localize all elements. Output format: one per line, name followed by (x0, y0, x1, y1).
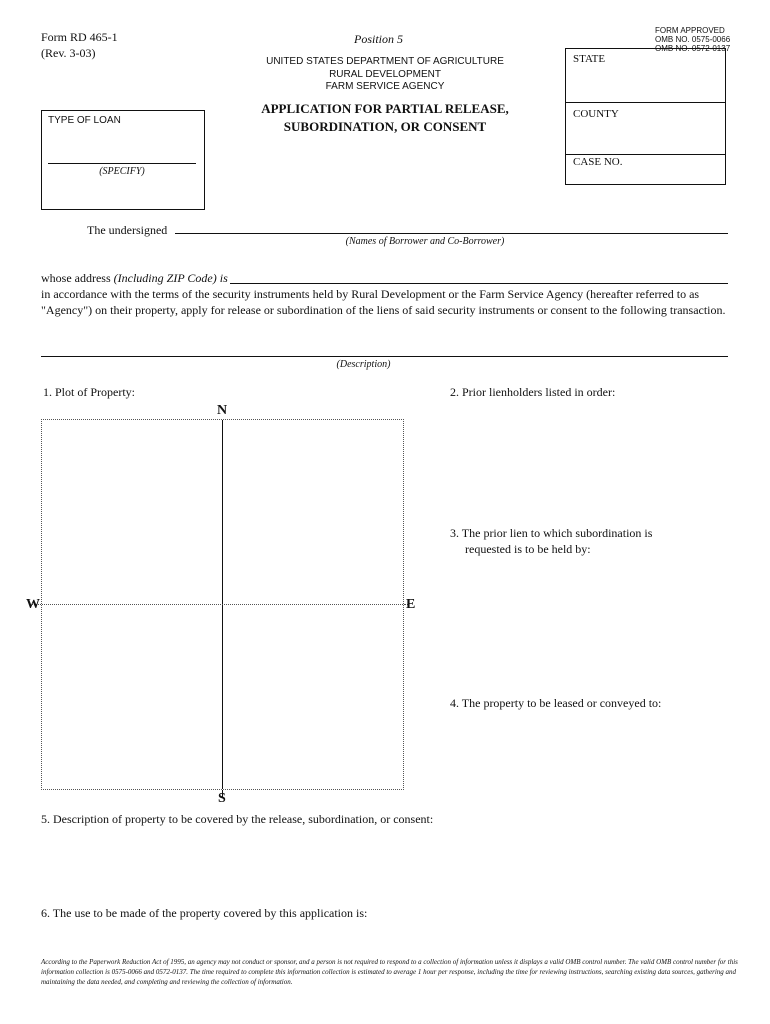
compass-south: S (218, 791, 226, 806)
state-county-case-box (565, 48, 726, 185)
form-number: Form RD 465-1 (41, 30, 118, 44)
address-line (230, 283, 728, 284)
section-2-field[interactable] (450, 404, 730, 514)
borrower-names-line (175, 233, 728, 234)
divider (566, 102, 725, 103)
form-revision: (Rev. 3-03) (41, 46, 96, 60)
borrower-names-field[interactable] (175, 219, 728, 233)
form-approved-label: FORM APPROVED (655, 26, 725, 35)
omb-number-2: OMB NO. 0572-0137 (655, 44, 731, 53)
form-title-line-1: APPLICATION FOR PARTIAL RELEASE, (261, 101, 509, 116)
description-caption: (Description) (336, 359, 391, 370)
section-5-field[interactable] (41, 830, 728, 900)
agency-rd: RURAL DEVELOPMENT (329, 68, 441, 80)
section-4-heading: 4. The property to be leased or conveyed to: (450, 696, 662, 710)
position-label: Position 5 (354, 32, 404, 46)
undersigned-label: The undersigned (87, 223, 168, 237)
names-caption: (Names of Borrower and Co-Borrower) (345, 236, 505, 247)
compass-north: N (217, 403, 228, 418)
specify-caption: (SPECIFY) (99, 166, 145, 177)
compass-west: W (26, 597, 40, 612)
case-no-field[interactable] (626, 155, 724, 183)
section-3-line-1: 3. The prior lien to which subordination is (450, 526, 653, 540)
form-title-line-2: SUBORDINATION, OR CONSENT (283, 119, 487, 134)
section-3-line-2: requested is to be held by: (465, 542, 591, 556)
address-zip-note: (Including ZIP Code) is (113, 271, 228, 285)
state-field[interactable] (566, 63, 725, 101)
county-field[interactable] (566, 119, 725, 153)
address-prefix: whose address (41, 271, 114, 285)
form-title (235, 100, 535, 136)
section-4-field[interactable] (450, 714, 730, 794)
address-field[interactable] (230, 269, 728, 283)
plot-horizontal-axis (42, 604, 403, 605)
agency-block (255, 56, 515, 94)
description-field[interactable] (41, 338, 728, 356)
agency-fsa: FARM SERVICE AGENCY (325, 81, 445, 92)
county-label: COUNTY (573, 108, 619, 120)
section-2-lienholders-heading: 2. Prior lienholders listed in order: (450, 385, 616, 399)
paperwork-reduction-notice: According to the Paperwork Reduction Act of 1995, an agency may not conduct or sponsor, and a person is not required to respond to a collection of information unless it displays a valid OMB control number. The valid OMB control number for this information collection is 0575-0066 and 0572-0137. The time required to complete this information collection is estimated to average 1 hour per response, including the time for reviewing instructions, searching existing data sources, gathering and maintaining the data needed, and completing and reviewing the collection of information. (41, 958, 738, 986)
section-5-heading: 5. Description of property to be covered by the release, subordination, or consent: (41, 812, 434, 826)
specify-line (48, 163, 196, 164)
section-3-field[interactable] (450, 560, 730, 680)
section-6-heading: 6. The use to be made of the property covered by this application is: (41, 906, 368, 920)
compass-east: E (406, 597, 416, 612)
description-line (41, 356, 728, 357)
section-3-heading (450, 525, 652, 557)
type-of-loan-box (41, 110, 205, 210)
address-label (41, 271, 228, 286)
terms-paragraph: in accordance with the terms of the security instruments held by Rural Development or the Farm Service Agency (hereafter referred to as "Agency") on their property, apply for release or subordination of the liens of said security instruments or consent to the following transaction. (41, 287, 726, 317)
plot-of-property-grid[interactable] (41, 419, 404, 790)
section-6-field[interactable] (41, 924, 728, 952)
agency-usda: UNITED STATES DEPARTMENT OF AGRICULTURE (266, 56, 504, 67)
omb-number-1: OMB NO. 0575-0066 (655, 35, 731, 44)
type-of-loan-field[interactable] (48, 141, 196, 161)
state-label: STATE (573, 53, 606, 65)
case-no-label: CASE NO. (573, 156, 623, 168)
type-of-loan-label: TYPE OF LOAN (48, 115, 121, 126)
section-1-plot-heading: 1. Plot of Property: (43, 385, 135, 399)
